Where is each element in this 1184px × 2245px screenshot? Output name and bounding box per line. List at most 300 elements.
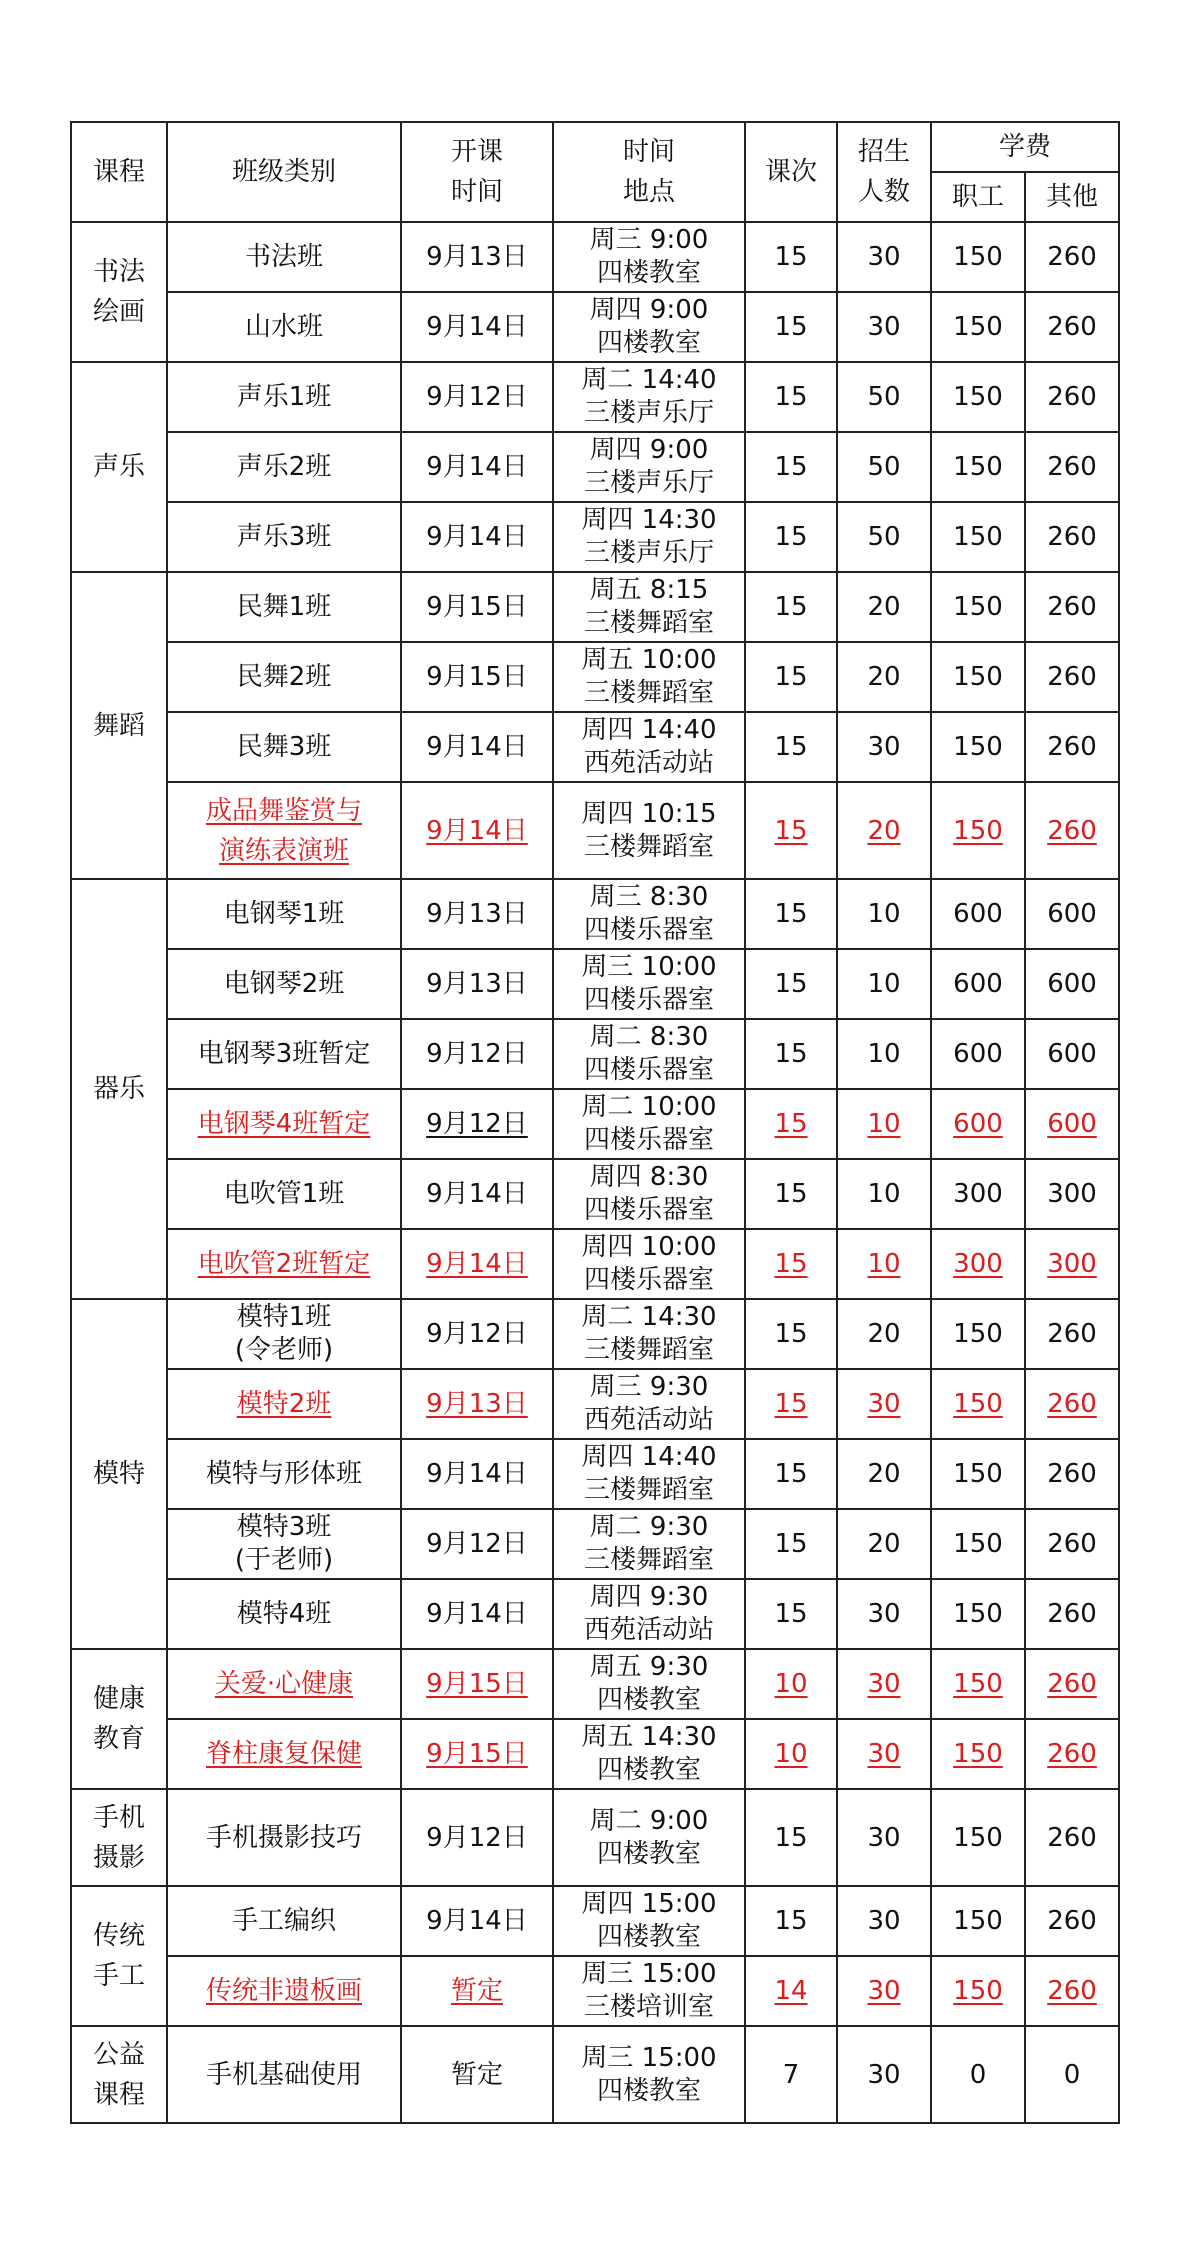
- sessions-cell: [745, 1719, 837, 1789]
- course-category-text: 手机: [92, 1802, 145, 1833]
- fee-other-text: 600: [1047, 969, 1097, 999]
- table-row: [71, 879, 1119, 949]
- header-class-type: 班级类别: [167, 122, 401, 222]
- start-date-cell: [401, 572, 553, 642]
- class-type-cell: [167, 1439, 401, 1509]
- fee-other-text: 260: [1047, 1906, 1097, 1936]
- enroll-cell: [837, 362, 931, 432]
- class-type-text: 手工编织: [231, 1906, 336, 1936]
- sessions-cell: [745, 502, 837, 572]
- fee-staff-text: 150: [953, 1319, 1003, 1349]
- fee-other-text: 600: [1047, 1109, 1097, 1139]
- class-type-text: 民舞1班: [236, 592, 332, 622]
- enroll-text: 30: [867, 732, 901, 762]
- enroll-cell: [837, 432, 931, 502]
- enroll-cell: [837, 2026, 931, 2123]
- enroll-text: 10: [867, 969, 901, 999]
- fee-staff-cell: [931, 1089, 1025, 1159]
- enroll-text: 50: [867, 452, 901, 482]
- header-enroll-line1: 招生: [857, 137, 910, 167]
- start-date-text: 9月14日: [426, 452, 528, 482]
- place-text: 四楼教室: [596, 2075, 701, 2106]
- start-date-text: 9月12日: [426, 1529, 528, 1559]
- header-course: 课程: [71, 122, 167, 222]
- time-place-cell: [553, 949, 745, 1019]
- start-date-cell: [401, 1649, 553, 1719]
- fee-other-text: 260: [1047, 312, 1097, 342]
- time-text: 周二 9:30: [589, 1512, 709, 1542]
- place-text: 三楼舞蹈室: [583, 608, 714, 638]
- place-text: 三楼舞蹈室: [583, 831, 714, 862]
- class-type-cell: [167, 1229, 401, 1299]
- table-row: [71, 2026, 1119, 2123]
- class-type-text: 成品舞鉴赏与: [205, 795, 362, 826]
- sessions-cell: [745, 1369, 837, 1439]
- place-text: 三楼声乐厅: [583, 398, 714, 428]
- sessions-cell: [745, 949, 837, 1019]
- sessions-text: 15: [774, 1529, 808, 1559]
- fee-staff-text: 0: [969, 2059, 987, 2090]
- class-type-cell: [167, 1719, 401, 1789]
- class-type-cell: [167, 1369, 401, 1439]
- table-row: [71, 222, 1119, 292]
- time-text: 周三 8:30: [589, 882, 709, 912]
- start-date-cell: [401, 879, 553, 949]
- fee-staff-text: 600: [953, 969, 1003, 999]
- table-row: [71, 949, 1119, 1019]
- fee-other-cell: [1025, 1369, 1119, 1439]
- place-text: 四楼乐器室: [583, 1195, 714, 1225]
- table-row: [71, 1789, 1119, 1886]
- enroll-cell: [837, 642, 931, 712]
- time-place-cell: [553, 1886, 745, 1956]
- start-date-text: 9月13日: [426, 899, 528, 929]
- fee-staff-text: 150: [953, 592, 1003, 622]
- fee-staff-cell: [931, 712, 1025, 782]
- fee-other-text: 260: [1047, 1529, 1097, 1559]
- fee-staff-cell: [931, 1299, 1025, 1369]
- table-row: [71, 292, 1119, 362]
- start-date-text: 9月12日: [426, 382, 528, 412]
- enroll-cell: [837, 1719, 931, 1789]
- time-text: 周四 8:30: [589, 1162, 709, 1192]
- start-date-cell: [401, 1159, 553, 1229]
- sessions-cell: [745, 1509, 837, 1579]
- enroll-cell: [837, 1159, 931, 1229]
- table-row: [71, 1369, 1119, 1439]
- enroll-text: 30: [867, 1976, 901, 2006]
- enroll-cell: [837, 572, 931, 642]
- start-date-cell: [401, 502, 553, 572]
- course-category-text: 教育: [92, 1724, 145, 1754]
- time-place-cell: [553, 432, 745, 502]
- sessions-text: 15: [774, 1906, 808, 1936]
- course-category-text: 声乐: [92, 452, 145, 482]
- enroll-text: 30: [867, 1739, 901, 1769]
- time-text: 周二 10:00: [581, 1092, 717, 1122]
- fee-staff-text: 150: [953, 1459, 1003, 1489]
- table-row: [71, 1439, 1119, 1509]
- enroll-cell: [837, 1299, 931, 1369]
- fee-staff-cell: [931, 642, 1025, 712]
- class-type-cell: [167, 2026, 401, 2123]
- class-type-cell: [167, 1579, 401, 1649]
- fee-other-text: 300: [1047, 1179, 1097, 1209]
- fee-other-cell: [1025, 1886, 1119, 1956]
- enroll-cell: [837, 1439, 931, 1509]
- start-date-text: 9月15日: [426, 1739, 528, 1769]
- table-row: [71, 1956, 1119, 2026]
- place-text: 四楼乐器室: [583, 985, 714, 1015]
- fee-other-cell: [1025, 879, 1119, 949]
- fee-other-text: 260: [1047, 242, 1097, 272]
- time-place-cell: [553, 1369, 745, 1439]
- sessions-cell: [745, 1789, 837, 1886]
- fee-staff-cell: [931, 1719, 1025, 1789]
- sessions-cell: [745, 1649, 837, 1719]
- class-type-text: 关爱·心健康: [214, 1669, 354, 1699]
- place-text: 三楼舞蹈室: [583, 1335, 714, 1365]
- fee-staff-text: 150: [953, 452, 1003, 482]
- start-date-cell: [401, 1439, 553, 1509]
- enroll-text: 30: [867, 1669, 901, 1699]
- class-type-text: 电钢琴3班暂定: [197, 1039, 371, 1069]
- sessions-cell: [745, 1089, 837, 1159]
- enroll-text: 30: [867, 312, 901, 342]
- fee-other-cell: [1025, 642, 1119, 712]
- table-row: [71, 712, 1119, 782]
- enroll-cell: [837, 879, 931, 949]
- fee-other-text: 260: [1047, 1599, 1097, 1629]
- class-type-text: 模特1班: [236, 1302, 332, 1332]
- sessions-text: 15: [774, 312, 808, 342]
- fee-other-text: 260: [1047, 815, 1097, 846]
- fee-other-cell: [1025, 782, 1119, 879]
- start-date-cell: [401, 222, 553, 292]
- fee-staff-text: 150: [953, 522, 1003, 552]
- course-category-cell: [71, 879, 167, 1299]
- class-type-text: 民舞2班: [236, 662, 332, 692]
- start-date-text: 9月15日: [426, 662, 528, 692]
- time-place-cell: [553, 222, 745, 292]
- time-place-cell: [553, 1159, 745, 1229]
- time-text: 周三 10:00: [581, 952, 717, 982]
- start-date-text: 9月12日: [426, 1822, 528, 1853]
- sessions-cell: [745, 362, 837, 432]
- time-place-cell: [553, 1579, 745, 1649]
- fee-other-cell: [1025, 1956, 1119, 2026]
- course-category-cell: [71, 1886, 167, 2026]
- fee-other-text: 260: [1047, 1976, 1097, 2006]
- table-row: [71, 362, 1119, 432]
- sessions-cell: [745, 782, 837, 879]
- enroll-text: 20: [867, 1459, 901, 1489]
- fee-staff-text: 150: [953, 1976, 1003, 2006]
- course-schedule-table: [70, 121, 1120, 2124]
- time-text: 周二 9:00: [589, 1805, 709, 1836]
- start-date-text: 9月14日: [426, 1249, 528, 1279]
- fee-other-text: 260: [1047, 522, 1097, 552]
- sessions-cell: [745, 1439, 837, 1509]
- fee-staff-text: 150: [953, 1822, 1003, 1853]
- class-type-cell: [167, 502, 401, 572]
- fee-staff-text: 150: [953, 242, 1003, 272]
- time-text: 周三 15:00: [581, 2042, 717, 2073]
- header-start-date: [401, 122, 553, 222]
- sessions-cell: [745, 1299, 837, 1369]
- enroll-text: 10: [867, 1039, 901, 1069]
- start-date-cell: [401, 362, 553, 432]
- class-type-cell: [167, 1649, 401, 1719]
- class-type-text: 演练表演班: [218, 835, 349, 866]
- sessions-cell: [745, 712, 837, 782]
- fee-staff-cell: [931, 1019, 1025, 1089]
- class-type-cell: [167, 1299, 401, 1369]
- enroll-text: 20: [867, 1529, 901, 1559]
- sessions-cell: [745, 292, 837, 362]
- table-row: [71, 1509, 1119, 1579]
- enroll-cell: [837, 1956, 931, 2026]
- course-category-text: 摄影: [92, 1842, 145, 1873]
- table-row: [71, 1579, 1119, 1649]
- sessions-text: 10: [774, 1669, 808, 1699]
- start-date-text: 9月14日: [426, 1906, 528, 1936]
- start-date-text: 9月14日: [426, 1599, 528, 1629]
- class-type-text: 电钢琴4班暂定: [197, 1109, 371, 1139]
- start-date-cell: [401, 2026, 553, 2123]
- fee-other-text: 260: [1047, 382, 1097, 412]
- fee-staff-cell: [931, 502, 1025, 572]
- fee-staff-cell: [931, 292, 1025, 362]
- fee-staff-text: 150: [953, 1669, 1003, 1699]
- start-date-cell: [401, 712, 553, 782]
- header-enroll: [837, 122, 931, 222]
- fee-other-text: 600: [1047, 899, 1097, 929]
- table-row: [71, 1229, 1119, 1299]
- sessions-text: 15: [774, 899, 808, 929]
- fee-staff-text: 150: [953, 382, 1003, 412]
- enroll-cell: [837, 1579, 931, 1649]
- fee-staff-cell: [931, 1579, 1025, 1649]
- fee-other-text: 260: [1047, 1669, 1097, 1699]
- class-type-text: (令老师): [234, 1335, 334, 1365]
- fee-other-cell: [1025, 1509, 1119, 1579]
- fee-staff-cell: [931, 1229, 1025, 1299]
- time-text: 周五 8:15: [589, 575, 709, 605]
- sessions-cell: [745, 2026, 837, 2123]
- time-text: 周四 9:00: [589, 295, 709, 325]
- fee-staff-cell: [931, 1956, 1025, 2026]
- time-text: 周三 9:30: [589, 1372, 709, 1402]
- start-date-text: 9月14日: [426, 1459, 528, 1489]
- start-date-text: 9月15日: [426, 1669, 528, 1699]
- start-date-text: 暂定: [450, 2059, 503, 2090]
- table-row: [71, 782, 1119, 879]
- course-category-cell: [71, 362, 167, 572]
- table-row: [71, 1089, 1119, 1159]
- class-type-text: 模特3班: [236, 1512, 332, 1542]
- start-date-cell: [401, 1019, 553, 1089]
- start-date-text: 9月14日: [426, 1179, 528, 1209]
- fee-other-text: 600: [1047, 1039, 1097, 1069]
- time-text: 周四 10:00: [581, 1232, 717, 1262]
- fee-other-text: 260: [1047, 732, 1097, 762]
- time-place-cell: [553, 1649, 745, 1719]
- sessions-text: 15: [774, 1599, 808, 1629]
- header-time-line2: 地点: [622, 177, 675, 207]
- course-category-text: 健康: [92, 1684, 145, 1714]
- enroll-cell: [837, 712, 931, 782]
- enroll-text: 30: [867, 1906, 901, 1936]
- header-time-line1: 时间: [622, 137, 675, 167]
- fee-other-text: 300: [1047, 1249, 1097, 1279]
- time-place-cell: [553, 642, 745, 712]
- start-date-text: 9月12日: [426, 1319, 528, 1349]
- enroll-text: 20: [867, 662, 901, 692]
- time-place-cell: [553, 712, 745, 782]
- table-row: [71, 1886, 1119, 1956]
- sessions-text: 14: [774, 1976, 808, 2006]
- place-text: 西苑活动站: [583, 748, 714, 778]
- enroll-text: 20: [867, 1319, 901, 1349]
- fee-staff-text: 150: [953, 1906, 1003, 1936]
- fee-staff-cell: [931, 362, 1025, 432]
- fee-staff-cell: [931, 1789, 1025, 1886]
- class-type-text: 传统非遗板画: [205, 1976, 362, 2006]
- class-type-text: 电钢琴2班: [223, 969, 345, 999]
- start-date-cell: [401, 292, 553, 362]
- sessions-text: 15: [774, 1319, 808, 1349]
- time-text: 周四 10:15: [581, 798, 717, 829]
- sessions-cell: [745, 1019, 837, 1089]
- class-type-text: 山水班: [244, 312, 323, 342]
- start-date-cell: [401, 1789, 553, 1886]
- sessions-text: 7: [782, 2059, 800, 2090]
- sessions-text: 15: [774, 242, 808, 272]
- enroll-cell: [837, 949, 931, 1019]
- class-type-text: 声乐1班: [236, 382, 332, 412]
- class-type-text: 书法班: [244, 242, 323, 272]
- start-date-text: 9月15日: [426, 592, 528, 622]
- time-place-cell: [553, 1439, 745, 1509]
- sessions-text: 15: [774, 1179, 808, 1209]
- header-fee-staff: 职工: [931, 172, 1025, 222]
- start-date-text: 暂定: [450, 1976, 503, 2006]
- enroll-text: 30: [867, 2059, 901, 2090]
- start-date-cell: [401, 1229, 553, 1299]
- fee-other-cell: [1025, 362, 1119, 432]
- start-date-text: 9月13日: [426, 969, 528, 999]
- course-category-cell: [71, 1299, 167, 1649]
- fee-staff-cell: [931, 1439, 1025, 1509]
- time-place-cell: [553, 1229, 745, 1299]
- fee-staff-text: 150: [953, 662, 1003, 692]
- sessions-cell: [745, 1886, 837, 1956]
- class-type-text: 民舞3班: [236, 732, 332, 762]
- class-type-cell: [167, 572, 401, 642]
- fee-staff-text: 600: [953, 1039, 1003, 1069]
- start-date-cell: [401, 1089, 553, 1159]
- class-type-cell: [167, 222, 401, 292]
- fee-other-cell: [1025, 222, 1119, 292]
- sessions-cell: [745, 1159, 837, 1229]
- table-row: [71, 432, 1119, 502]
- enroll-text: 10: [867, 1109, 901, 1139]
- class-type-cell: [167, 1089, 401, 1159]
- time-place-cell: [553, 782, 745, 879]
- enroll-text: 30: [867, 1389, 901, 1419]
- fee-other-cell: [1025, 2026, 1119, 2123]
- start-date-cell: [401, 432, 553, 502]
- fee-other-cell: [1025, 712, 1119, 782]
- time-text: 周四 15:00: [581, 1889, 717, 1919]
- table-row: [71, 502, 1119, 572]
- fee-staff-text: 600: [953, 899, 1003, 929]
- course-category-text: 书法: [92, 257, 145, 287]
- header-time-place: [553, 122, 745, 222]
- start-date-cell: [401, 1509, 553, 1579]
- fee-other-text: 260: [1047, 662, 1097, 692]
- class-type-text: 电吹管2班暂定: [197, 1249, 371, 1279]
- time-text: 周四 14:40: [581, 715, 717, 745]
- class-type-cell: [167, 1886, 401, 1956]
- fee-other-text: 260: [1047, 1389, 1097, 1419]
- fee-staff-text: 150: [953, 312, 1003, 342]
- time-text: 周四 9:00: [589, 435, 709, 465]
- class-type-text: 声乐2班: [236, 452, 332, 482]
- course-category-text: 手工: [92, 1961, 145, 1991]
- time-text: 周五 14:30: [581, 1722, 717, 1752]
- sessions-text: 15: [774, 1249, 808, 1279]
- time-place-cell: [553, 1299, 745, 1369]
- time-place-cell: [553, 502, 745, 572]
- sessions-text: 15: [774, 1039, 808, 1069]
- sessions-cell: [745, 572, 837, 642]
- course-category-text: 模特: [92, 1459, 145, 1489]
- fee-staff-text: 300: [953, 1249, 1003, 1279]
- class-type-text: 手机基础使用: [205, 2059, 362, 2090]
- sessions-text: 15: [774, 969, 808, 999]
- place-text: 三楼声乐厅: [583, 468, 714, 498]
- place-text: 三楼舞蹈室: [583, 1545, 714, 1575]
- enroll-text: 30: [867, 1599, 901, 1629]
- fee-staff-cell: [931, 572, 1025, 642]
- fee-staff-text: 150: [953, 1599, 1003, 1629]
- enroll-text: 20: [867, 592, 901, 622]
- start-date-cell: [401, 1886, 553, 1956]
- fee-staff-cell: [931, 222, 1025, 292]
- class-type-cell: [167, 642, 401, 712]
- time-place-cell: [553, 1019, 745, 1089]
- table-row: [71, 642, 1119, 712]
- fee-other-text: 0: [1063, 2059, 1081, 2090]
- table-row: [71, 1649, 1119, 1719]
- fee-other-cell: [1025, 1089, 1119, 1159]
- fee-other-text: 260: [1047, 1822, 1097, 1853]
- start-date-cell: [401, 1719, 553, 1789]
- course-category-text: 公益: [92, 2039, 145, 2070]
- class-type-cell: [167, 1789, 401, 1886]
- enroll-cell: [837, 1789, 931, 1886]
- start-date-text: 9月14日: [426, 522, 528, 552]
- sessions-cell: [745, 222, 837, 292]
- time-text: 周四 9:30: [589, 1582, 709, 1612]
- start-date-text: 9月12日: [426, 1039, 528, 1069]
- time-text: 周五 10:00: [581, 645, 717, 675]
- enroll-cell: [837, 1886, 931, 1956]
- enroll-cell: [837, 1229, 931, 1299]
- fee-other-cell: [1025, 1229, 1119, 1299]
